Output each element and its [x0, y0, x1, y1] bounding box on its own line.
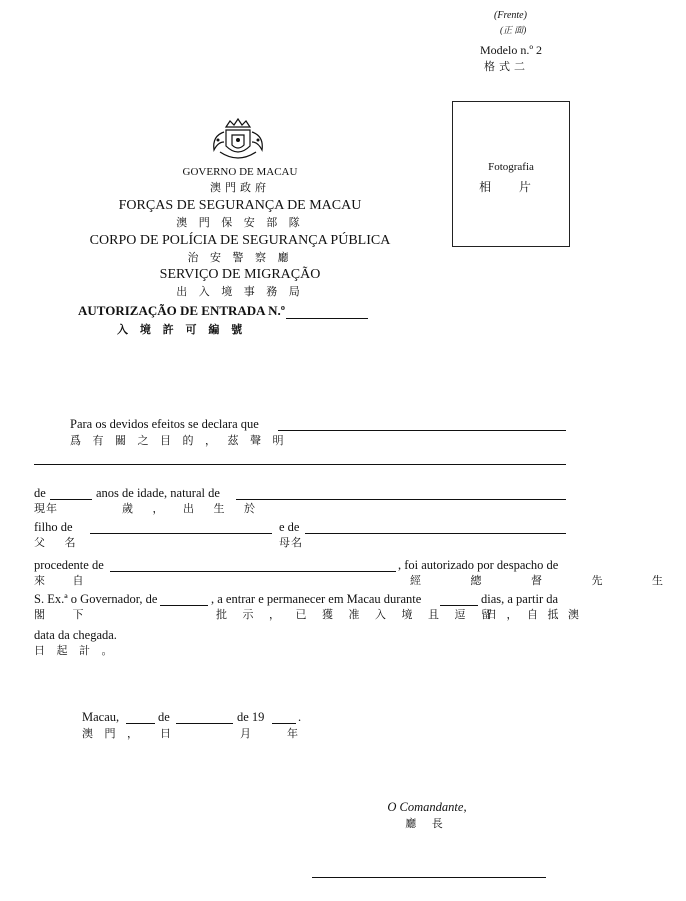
- origin-label-zh: 來 自: [34, 574, 96, 587]
- date-de-1: de: [158, 710, 170, 724]
- authorization-number-field[interactable]: [286, 318, 368, 319]
- governor-label-zh: 閣 下: [34, 608, 96, 621]
- age-birthplace-text: anos de idade, natural de: [96, 486, 220, 500]
- arrival-date-text-zh: 日 起 計 。: [34, 644, 117, 657]
- arrival-date-text: data da chegada.: [34, 628, 117, 642]
- declaration-text: Para os devidos efeitos se declara que: [70, 417, 259, 431]
- declared-name-field[interactable]: [278, 430, 566, 431]
- date-year-prefix: de 19: [237, 710, 265, 724]
- day-field[interactable]: [126, 723, 155, 724]
- government-title-zh: 澳門政府: [210, 181, 270, 194]
- days-from-text: dias, a partir da: [481, 592, 559, 606]
- model-number-zh: 格式二: [484, 60, 529, 73]
- front-side-label-zh: (正 面): [500, 25, 527, 35]
- father-name-field[interactable]: [90, 533, 272, 534]
- front-side-label: (Frente): [494, 10, 527, 21]
- commander-signature-field[interactable]: [312, 877, 546, 878]
- migration-service-title-zh: 出 入 境 事 務 局: [176, 285, 304, 298]
- entry-authorization-title-zh: 入 境 許 可 編 號: [117, 323, 247, 336]
- birthplace-field[interactable]: [236, 499, 566, 500]
- declaration-text-zh: 爲 有 關 之 目 的 ， 茲 聲 明: [70, 434, 288, 447]
- photo-box: [452, 101, 570, 247]
- photo-label: Fotografia: [488, 161, 534, 173]
- coat-of-arms-icon: [208, 118, 268, 164]
- year-field[interactable]: [272, 723, 296, 724]
- entry-stay-text-zh: 批 示 ， 已 獲 准 入 境 且 逗 留: [216, 608, 498, 621]
- police-corps-title-zh: 治 安 警 察 廳: [187, 251, 293, 264]
- governor-dispatch-text: S. Ex.ª o Governador, de: [34, 592, 158, 606]
- declared-name-continuation-field[interactable]: [34, 464, 566, 465]
- photo-label-zh: 相 片: [479, 180, 543, 194]
- date-period: .: [298, 710, 302, 724]
- forces-title-zh: 澳 門 保 安 部 隊: [176, 216, 304, 229]
- entry-authorization-title: AUTORIZAÇÃO DE ENTRADA N.º: [78, 303, 286, 318]
- forces-title: FORÇAS DE SEGURANÇA DE MACAU: [118, 198, 362, 213]
- police-corps-title: CORPO DE POLÍCIA DE SEGURANÇA PÚBLICA: [89, 233, 391, 248]
- mother-name-field[interactable]: [305, 533, 566, 534]
- authorized-by-text: , foi autorizado por despacho de: [398, 558, 559, 572]
- authorized-by-text-zh: 經 總 督 先 生: [410, 574, 686, 587]
- origin-label: procedente de: [34, 558, 104, 572]
- day-label-zh: 日: [160, 727, 175, 740]
- year-label-zh: 年: [287, 727, 302, 740]
- days-from-text-zh: 日 ， 自 抵 澳: [486, 608, 582, 621]
- father-label-zh: 父 名: [34, 536, 84, 549]
- age-birthplace-text-zh: 歲 ， 出 生 於: [122, 502, 263, 515]
- father-label: filho de: [34, 520, 73, 534]
- month-field[interactable]: [176, 723, 233, 724]
- age-label-zh: 現年: [34, 502, 58, 515]
- government-title: GOVERNO DE MACAU: [182, 166, 298, 178]
- mother-label: e de: [279, 520, 300, 534]
- month-label-zh: 月: [240, 727, 255, 740]
- model-number: Modelo n.º 2: [480, 43, 543, 57]
- origin-field[interactable]: [110, 571, 396, 572]
- dispatch-date-field[interactable]: [160, 605, 208, 606]
- migration-service-title: SERVIÇO DE MIGRAÇÃO: [159, 267, 321, 282]
- place-label-zh: 澳 門 ，: [82, 727, 142, 740]
- entry-stay-text: , a entrar e permanecer em Macau durante: [211, 592, 422, 606]
- commander-title-zh: 廳 長: [405, 817, 449, 830]
- mother-label-zh: 母名: [279, 536, 303, 549]
- age-prefix: de: [34, 486, 46, 500]
- place-label: Macau,: [82, 710, 120, 724]
- commander-title: O Comandante,: [387, 800, 467, 814]
